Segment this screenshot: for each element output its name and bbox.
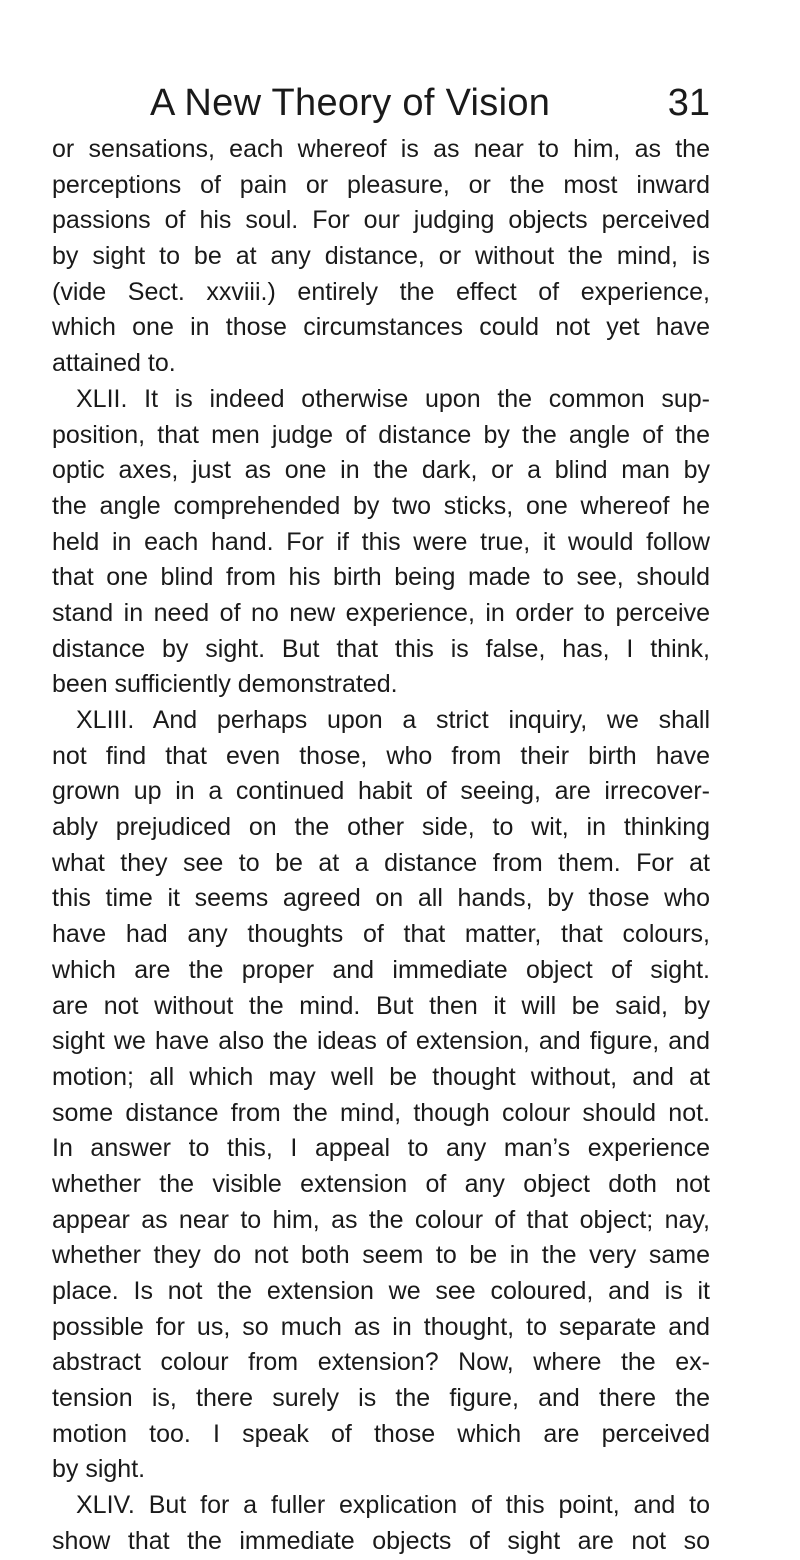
- text-line: passions of his soul. For our judging objects perceived: [52, 206, 710, 235]
- text-line: motion; all which may well be thought without, and at: [52, 1062, 710, 1091]
- text-line: held in each hand. For if this were true, it would follow: [52, 527, 710, 556]
- body-text: [52, 132, 710, 1560]
- text-line: show that the immediate objects of sight are not so: [52, 1526, 710, 1555]
- text-line: or sensations, each whereof is as near to him, as the: [52, 135, 710, 163]
- text-line: not find that even those, who from their birth have: [52, 741, 710, 770]
- text-line: perceptions of pain or pleasure, or the most inward: [52, 170, 710, 199]
- text-line: ably prejudiced on the other side, to wit, in thinking: [52, 813, 710, 842]
- text-line: sight we have also the ideas of extension, and figure, and: [52, 1027, 710, 1056]
- text-line: which are the proper and immediate object of sight.: [52, 955, 710, 984]
- text-line: position, that men judge of distance by the angle of the: [52, 420, 710, 449]
- text-line: the angle comprehended by two sticks, one whereof he: [52, 491, 710, 520]
- text-line: whether the visible extension of any object doth not: [52, 1169, 710, 1198]
- text-line: have had any thoughts of that matter, that colours,: [52, 920, 710, 949]
- text-line: some distance from the mind, though colour should not.: [52, 1098, 710, 1127]
- text-line: possible for us, so much as in thought, to separate and: [52, 1312, 710, 1341]
- text-line: stand in need of no new experience, in order to perceive: [52, 598, 710, 627]
- text-line: tension is, there surely is the figure, and there the: [52, 1384, 710, 1413]
- page-number: 31: [667, 82, 710, 124]
- section-heading-line: XLIV. But for a fuller explication of this point, and to: [76, 1491, 710, 1520]
- text-line: what they see to be at a distance from them. For at: [52, 848, 710, 877]
- text-line: been sufficiently demonstrated.: [52, 670, 398, 699]
- text-line: which one in those circumstances could not yet have: [52, 313, 710, 342]
- text-line: this time it seems agreed on all hands, by those who: [52, 884, 710, 913]
- text-line: grown up in a continued habit of seeing, are irrecover-: [52, 777, 710, 806]
- text-line: are not without the mind. But then it will be said, by: [52, 991, 710, 1020]
- text-line: motion too. I speak of those which are perceived: [52, 1419, 710, 1448]
- text-line: by sight to be at any distance, or without the mind, is: [52, 242, 710, 271]
- text-line: distance by sight. But that this is false, has, I think,: [52, 634, 710, 663]
- section-heading-line: XLIII. And perhaps upon a strict inquiry, we shall: [76, 706, 710, 734]
- text-line: that one blind from his birth being made to see, should: [52, 563, 710, 592]
- text-line: by sight.: [52, 1455, 146, 1484]
- text-line: optic axes, just as one in the dark, or a blind man by: [52, 456, 710, 485]
- text-line: (vide Sect. xxviii.) entirely the effect of experience,: [52, 277, 710, 306]
- text-line: appear as near to him, as the colour of that object; nay,: [52, 1205, 710, 1234]
- running-head: [150, 78, 710, 128]
- text-line: In answer to this, I appeal to any man’s experience: [52, 1134, 710, 1163]
- text-line: attained to.: [52, 349, 176, 378]
- running-title: A New Theory of Vision: [150, 82, 551, 124]
- text-line: place. Is not the extension we see coloured, and is it: [52, 1277, 710, 1305]
- text-line: abstract colour from extension? Now, where the ex-: [52, 1348, 710, 1377]
- section-heading-line: XLII. It is indeed otherwise upon the common sup-: [76, 384, 710, 413]
- text-line: whether they do not both seem to be in the very same: [52, 1241, 710, 1270]
